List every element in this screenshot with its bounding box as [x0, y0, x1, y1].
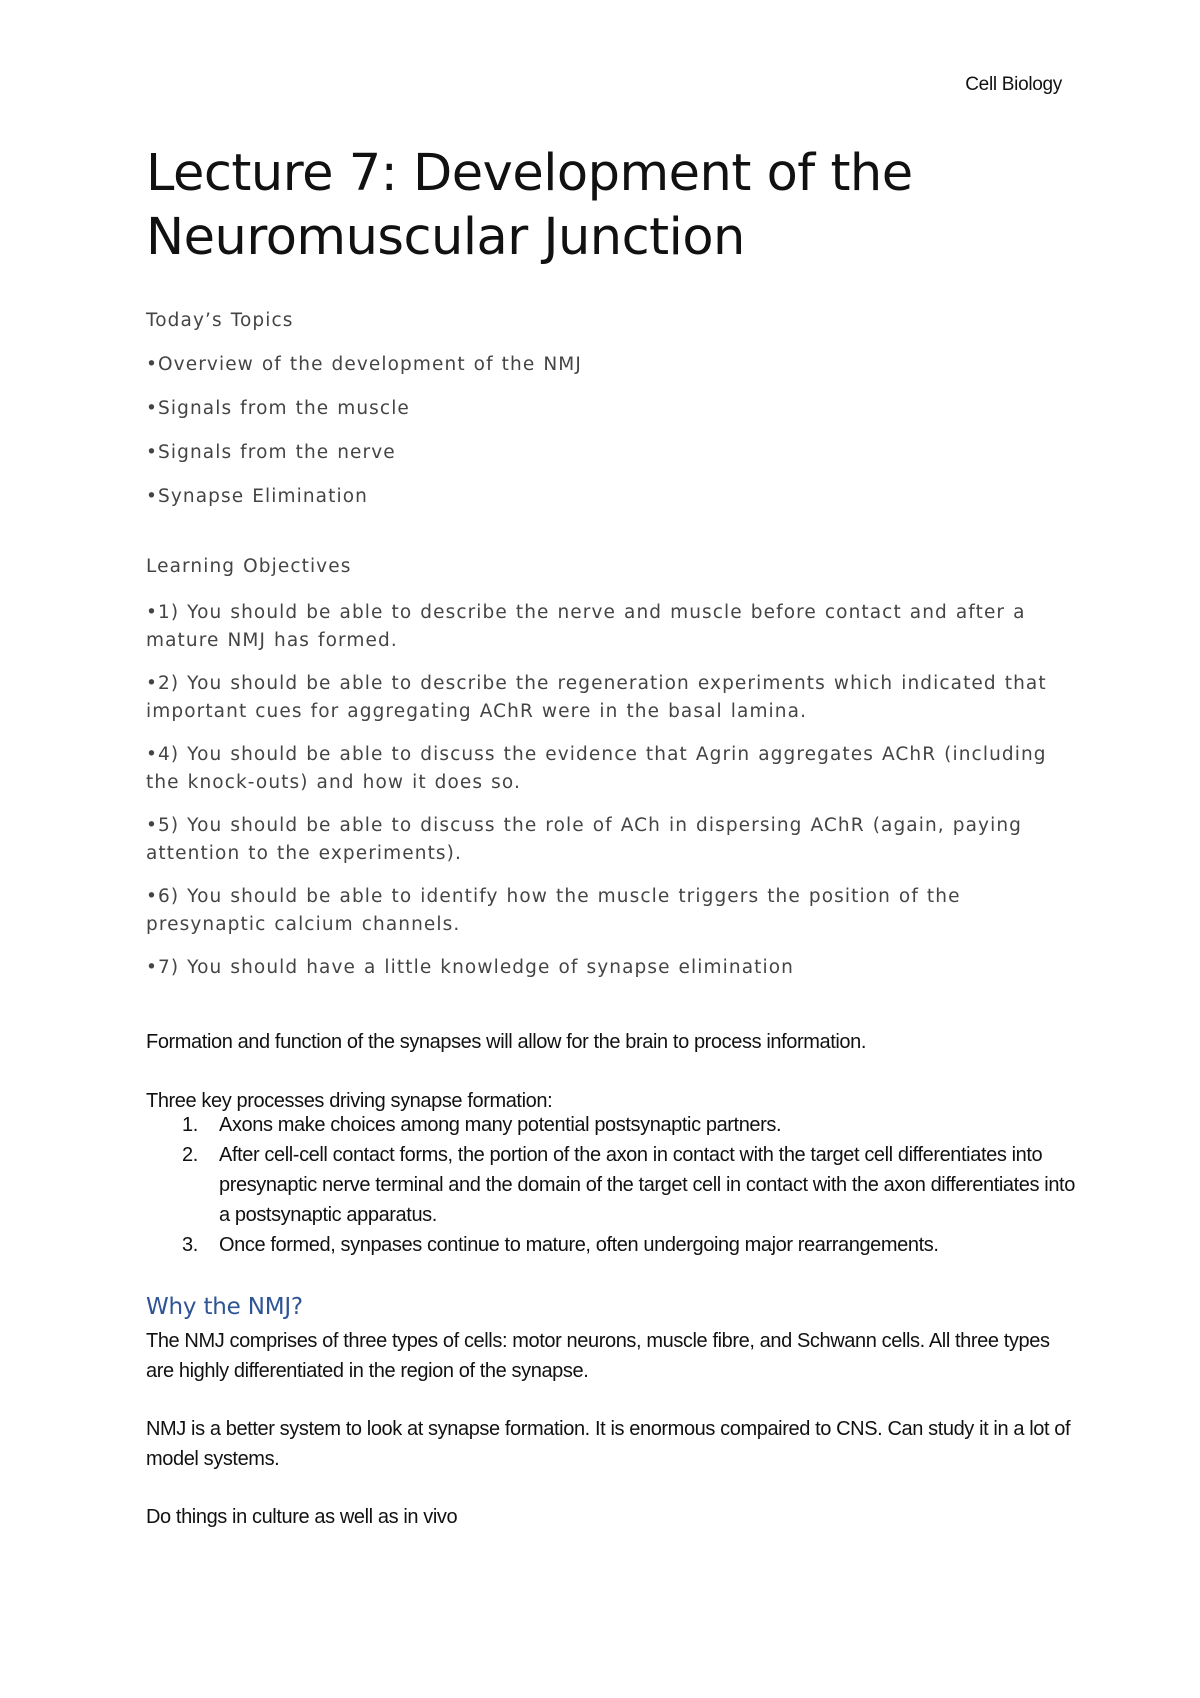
list-item-text: Axons make choices among many potential postsynaptic partners. [219, 1114, 782, 1136]
intro-paragraph: Formation and function of the synapses will allow for the brain to process information. [146, 1031, 867, 1053]
objective-item: •1) You should be able to describe the nerve and muscle before contact and after a mature NMJ has formed. [146, 602, 1026, 651]
topic-item: •Synapse Elimination [146, 486, 368, 507]
running-header: Cell Biology [965, 74, 1062, 95]
processes-heading: Three key processes driving synapse formation: [146, 1090, 553, 1112]
list-item [146, 1110, 1076, 1140]
why-paragraph-3: Do things in culture as well as in vivo [146, 1506, 458, 1528]
list-item [146, 1140, 1076, 1230]
list-number: 1. [182, 1114, 198, 1136]
objective-item: •7) You should have a little knowledge of synapse elimination [146, 957, 794, 978]
list-item-text: After cell-cell contact forms, the portion of the axon in contact with the target cell differentiates into presynaptic nerve terminal and the domain of the target cell in contact with the axon differentiates into a postsynaptic apparatus. [219, 1144, 1075, 1226]
list-number: 2. [182, 1144, 198, 1166]
lecture-title [146, 142, 1096, 270]
objective-item: •6) You should be able to identify how the muscle triggers the position of the presynaptic calcium channels. [146, 886, 961, 935]
title-line-1: Lecture 7: Development of the [146, 144, 913, 203]
topic-item: •Signals from the nerve [146, 442, 396, 463]
processes-list [146, 1110, 1076, 1260]
topic-item: •Signals from the muscle [146, 398, 410, 419]
list-item [146, 1230, 1076, 1260]
objectives-heading: Learning Objectives [146, 556, 352, 577]
objective-item: •5) You should be able to discuss the role of ACh in dispersing AChR (again, paying attention to the experiments). [146, 815, 1022, 864]
why-paragraph-1: The NMJ comprises of three types of cells: motor neurons, muscle fibre, and Schwann cells. All three types are highly differentiated in the region of the synapse. [146, 1330, 1050, 1382]
objective-item: •4) You should be able to discuss the evidence that Agrin aggregates AChR (including the knock-outs) and how it does so. [146, 744, 1047, 793]
topic-item: •Overview of the development of the NMJ [146, 354, 582, 375]
objective-item: •2) You should be able to describe the regeneration experiments which indicated that important cues for aggregating AChR were in the basal lamina. [146, 673, 1047, 722]
why-paragraph-2: NMJ is a better system to look at synapse formation. It is enormous compaired to CNS. Can study it in a lot of model systems. [146, 1418, 1071, 1470]
topics-heading: Today’s Topics [146, 310, 294, 331]
list-number: 3. [182, 1234, 198, 1256]
title-line-2: Neuromuscular Junction [146, 208, 745, 267]
section-heading-why-nmj: Why the NMJ? [146, 1294, 303, 1320]
list-item-text: Once formed, synpases continue to mature, often undergoing major rearrangements. [219, 1234, 939, 1256]
